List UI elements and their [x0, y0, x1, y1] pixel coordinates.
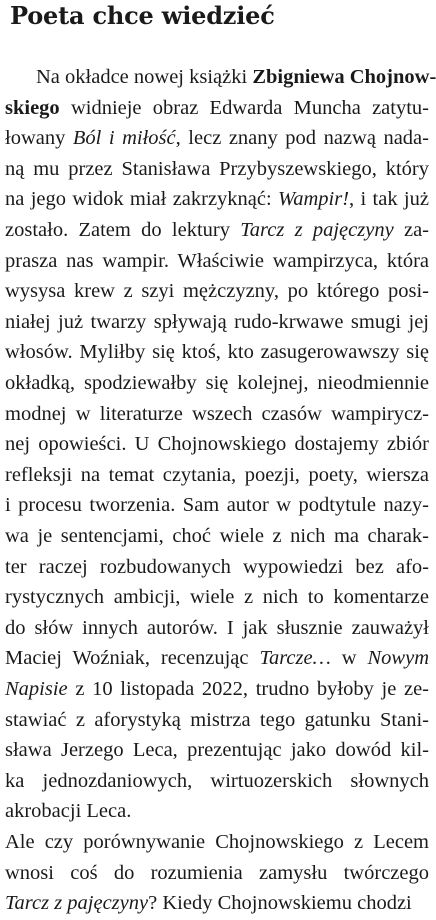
text-run: rystycznych ambicji, wiele z nich to komentarze: [5, 586, 429, 609]
text-line: [5, 703, 429, 737]
text-line: [36, 60, 436, 94]
text-run: modnej w literaturze wszech czasów wampirycz-: [5, 402, 429, 425]
text-run: , lecz znany pod nazwą nada-: [175, 127, 429, 150]
text-run: wa je sentencjami, choć wiele z nich ma charak-: [5, 525, 429, 547]
text-line: [5, 182, 429, 216]
text-line: [5, 519, 429, 553]
text-line: [5, 152, 429, 186]
text-run: sława Jerzego Leca, prezentując jako dowód kil-: [5, 739, 429, 762]
text-line: [5, 672, 429, 706]
text-run: z 10 listopada 2022, trudno byłoby je ze-: [67, 678, 429, 700]
text-line: [5, 244, 429, 278]
text-line: [5, 856, 429, 890]
text-run: za-: [393, 219, 429, 241]
text-line: [5, 458, 429, 492]
text-line: [5, 611, 429, 645]
article-title: Poeta chce wiedzieć: [10, 1, 275, 30]
text-run: , i tak już: [349, 188, 429, 211]
text-line: [5, 305, 429, 339]
italic-text: Wampir!: [278, 188, 350, 211]
text-line: [5, 488, 429, 522]
text-run: zostało. Zatem do lektury: [5, 219, 241, 241]
text-run: stawiać z aforystyką mistrza tego gatunku Stani-: [5, 708, 429, 731]
text-line: [5, 580, 429, 614]
text-run: w: [330, 647, 368, 670]
text-line: [5, 764, 429, 798]
text-line: [5, 213, 429, 247]
text-line: [5, 366, 429, 400]
italic-text: Ból i miłość: [72, 127, 176, 150]
italic-text: Tarcze…: [259, 647, 331, 670]
bold-text: skiego: [5, 96, 60, 119]
italic-text: Tarcz z pajęczyny: [240, 219, 394, 241]
text-run: ka jednozdaniowych, wirtuozerskich słownych: [5, 769, 429, 792]
text-run: włosów. Myliłby się ktoś, kto zasugerowawszy się: [5, 341, 429, 364]
italic-text: Nowym: [367, 647, 429, 670]
text-run: ? Kiedy Chojnowskiemu chodzi: [148, 892, 412, 915]
text-run: akrobacji Leca.: [5, 800, 132, 823]
text-run: nej opowieści. U Chojnowskiego dostajemy zbiór: [5, 433, 429, 456]
text-run: okładką, spodziewałby się kolejnej, nieodmiennie: [5, 372, 429, 394]
text-line: [5, 335, 429, 369]
text-line: [5, 886, 429, 920]
text-run: do słów innych autorów. I jak słusznie zauważył: [5, 616, 429, 639]
text-line: [5, 733, 429, 767]
text-line: [5, 427, 429, 461]
text-run: Na okładce nowej książki: [36, 66, 253, 88]
text-run: Maciej Woźniak, recenzując: [5, 647, 260, 670]
text-line: [5, 121, 429, 155]
italic-text: Tarcz z pajęczyny: [5, 892, 149, 915]
text-run: wnosi coś do rozumienia zamysłu twórczego: [5, 861, 429, 884]
text-line: [5, 397, 429, 431]
text-run: niałej już twarzy spływają rudo-krwawe smugi jej: [5, 310, 429, 333]
text-run: na jego widok miał zakrzyknąć:: [5, 188, 279, 211]
text-line: [5, 825, 429, 859]
text-run: widnieje obraz Edwarda Muncha zatytu-: [59, 96, 429, 119]
text-line: [5, 794, 429, 828]
text-run: Ale czy porównywanie Chojnowskiego z Lecem: [5, 831, 429, 853]
text-run: i procesu tworzenia. Sam autor w podtytule nazy-: [5, 494, 429, 517]
bold-text: Zbigniewa Chojnow-: [252, 66, 436, 88]
text-line: [5, 641, 429, 675]
text-line: [5, 91, 429, 125]
text-run: ną mu przez Stanisława Przybyszewskiego, który: [5, 157, 429, 180]
text-run: prasza nas wampir. Właściwie wampirzyca, która: [5, 249, 429, 272]
text-run: wysysa krew z szyi mężczyzny, po którego posi-: [5, 280, 429, 303]
text-run: refleksji na temat czytania, poezji, poety, wiersza: [5, 463, 429, 486]
text-line: [5, 274, 429, 308]
italic-text: Napisie: [5, 678, 68, 700]
text-line: [5, 550, 429, 584]
text-run: ter raczej rozbudowanych wypowiedzi bez afo-: [5, 555, 429, 578]
text-run: łowany: [5, 127, 73, 150]
